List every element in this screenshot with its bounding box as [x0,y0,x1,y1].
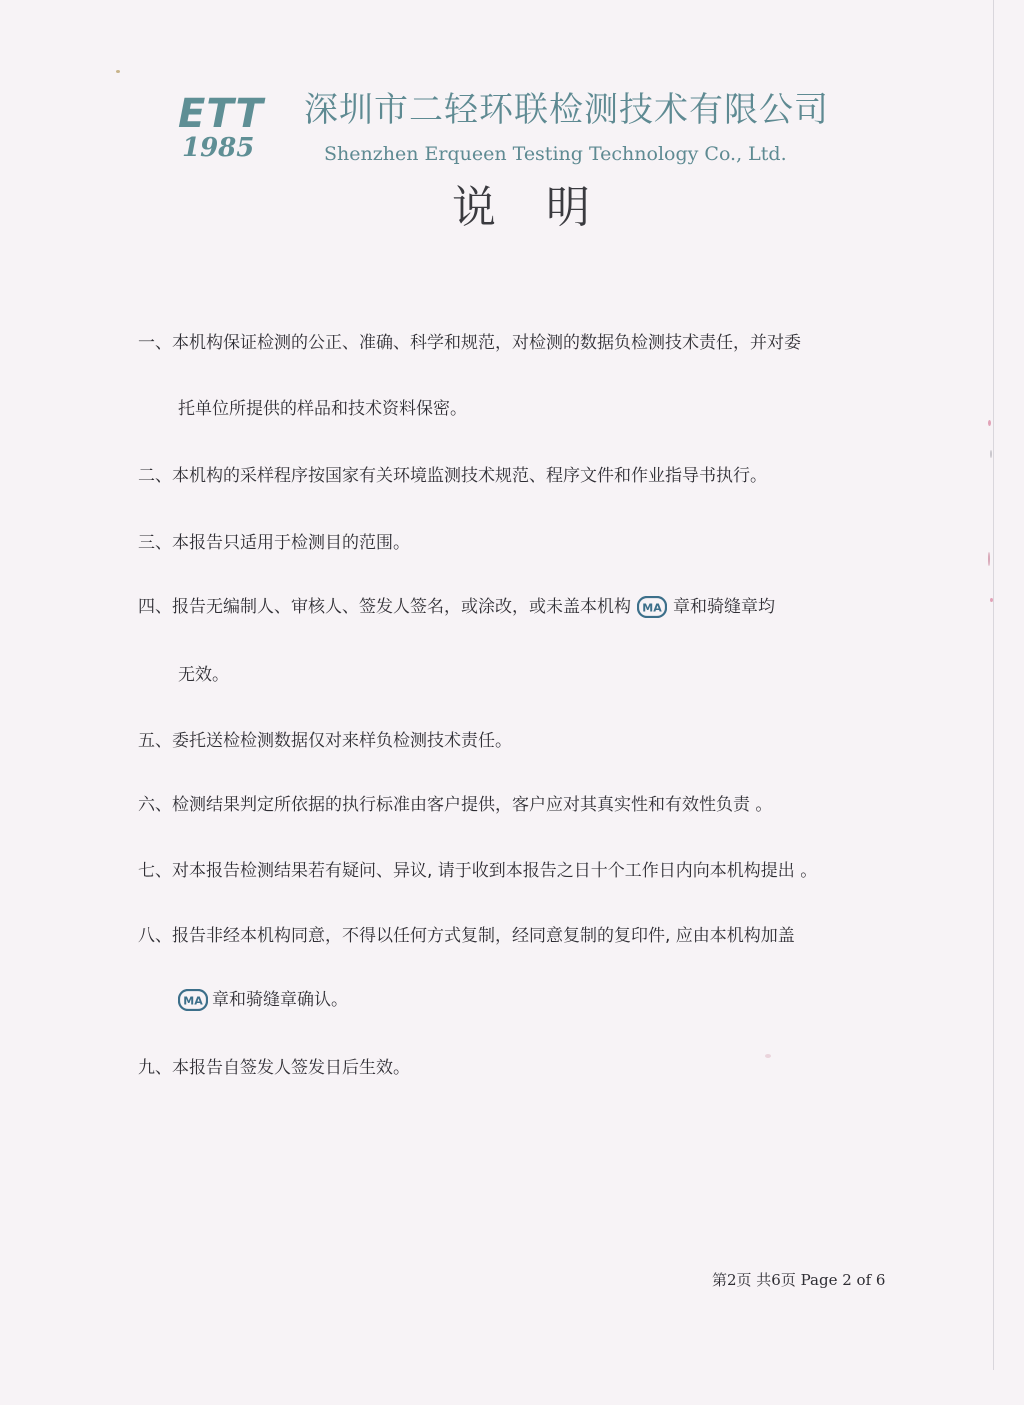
item-text: 五、委托送检检测数据仅对来样负检测技术责任。 [138,731,512,751]
list-item [138,856,928,886]
scan-speck [988,420,991,426]
list-item-continuation [178,394,968,424]
item-text: 章和骑缝章均 [673,597,775,617]
item-text: 托单位所提供的样品和技术资料保密。 [178,399,467,419]
list-item [138,726,928,756]
item-text: 三、本报告只适用于检测目的范围。 [138,533,410,553]
logo-text: ETT [178,91,264,137]
scan-speck [990,450,992,458]
list-item [138,528,928,558]
page-title-char: 说 [452,182,496,233]
item-text: 章和骑缝章确认。 [212,990,348,1010]
page-number: 第2页 共6页 Page 2 of 6 [712,1271,886,1289]
item-text: 七、对本报告检测结果若有疑问、异议, 请于收到本报告之日十个工作日内向本机构提出 。 [138,861,818,881]
page-title-char: 明 [546,182,590,233]
item-text: 八、报告非经本机构同意，不得以任何方式复制，经同意复制的复印件, 应由本机构加盖 [138,926,795,946]
item-text: 一、本机构保证检测的公正、准确、科学和规范，对检测的数据负检测技术责任，并对委 [138,333,801,353]
company-name-en: Shenzhen Erqueen Testing Technology Co., Ltd. [324,143,787,165]
letterhead [0,0,1024,180]
svg-text:MA: MA [183,994,203,1008]
scan-speck [990,598,993,602]
list-item [138,1053,928,1083]
item-text: 无效。 [178,665,229,685]
list-item [138,790,928,820]
list-item [138,592,928,622]
company-name-cn: 深圳市二轻环联检测技术有限公司 [304,90,829,130]
list-item [138,921,928,951]
item-text: 六、检测结果判定所依据的执行标准由客户提供，客户应对其真实性和有效性负责 。 [138,795,773,815]
cma-seal-icon [178,989,208,1011]
item-text: 四、报告无编制人、审核人、签发人签名，或涂改，或未盖本机构 [138,597,631,617]
list-item [138,328,928,358]
ett-logo [178,91,290,164]
page-title-text [452,182,590,233]
scan-speck [988,552,990,566]
scan-edge-line [993,0,994,1370]
page-title [452,180,632,236]
item-text: 二、本机构的采样程序按国家有关环境监测技术规范、程序文件和作业指导书执行。 [138,466,767,486]
list-item [138,461,928,491]
svg-text:MA: MA [642,601,662,615]
list-item-continuation [178,985,968,1015]
logo-year: 1985 [182,133,255,163]
cma-seal-icon [637,596,667,618]
list-item-continuation [178,660,968,690]
item-text: 九、本报告自签发人签发日后生效。 [138,1058,410,1078]
